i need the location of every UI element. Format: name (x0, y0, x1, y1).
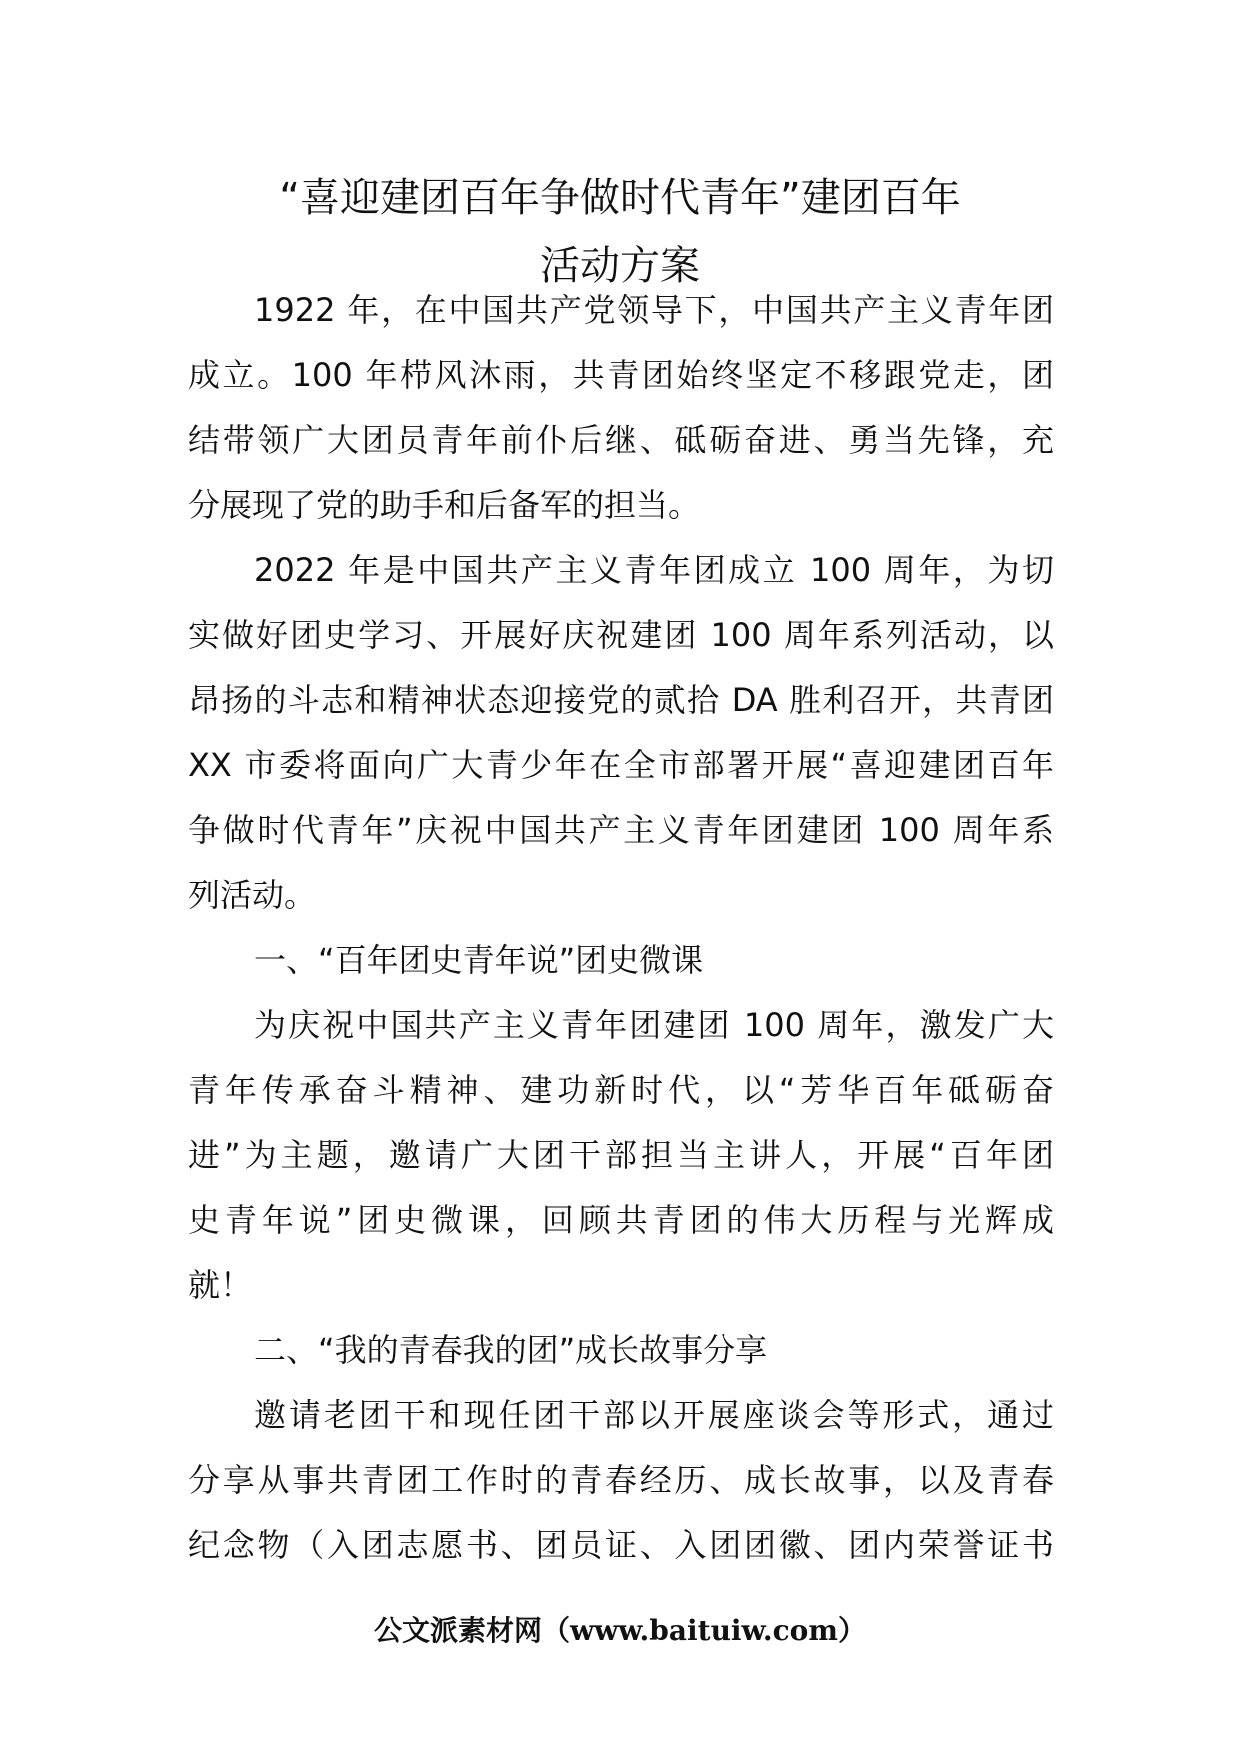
body-line: 为庆祝中国共产主义青年团建团 100 周年，激发广大 (254, 1006, 1054, 1044)
body-line: 纪念物（入团志愿书、团员证、入团团徽、团内荣誉证书 (188, 1526, 1054, 1564)
body-line: 邀请老团干和现任团干部以开展座谈会等形式，通过 (254, 1396, 1054, 1434)
body-line: 争做时代青年”庆祝中国共产主义青年团建团 100 周年系 (188, 811, 1054, 849)
body-line: 就！ (188, 1266, 253, 1304)
document-title-line-1: “喜迎建团百年争做时代青年”建团百年 (279, 175, 961, 221)
section-heading-1: 一、“百年团史青年说”团史微课 (254, 941, 704, 979)
body-line: 史青年说”团史微课，回顾共青团的伟大历程与光辉成 (188, 1201, 1054, 1239)
body-line: 成立。100 年栉风沐雨，共青团始终坚定不移跟党走，团 (188, 356, 1054, 394)
section-heading-2: 二、“我的青春我的团”成长故事分享 (254, 1331, 768, 1369)
body-line: 2022 年是中国共产主义青年团成立 100 周年，为切 (254, 551, 1054, 589)
body-line: XX 市委将面向广大青少年在全市部署开展“喜迎建团百年 (188, 746, 1054, 784)
body-line: 青年传承奋斗精神、建功新时代，以“芳华百年砥砺奋 (188, 1071, 1054, 1109)
body-line: 进”为主题，邀请广大团干部担当主讲人，开展“百年团 (188, 1136, 1054, 1174)
body-line: 列活动。 (188, 876, 317, 914)
document-body (188, 278, 1054, 1578)
body-line: 分展现了党的助手和后备军的担当。 (188, 486, 701, 524)
body-line: 结带领广大团员青年前仆后继、砥砺奋进、勇当先锋，充 (188, 421, 1054, 459)
body-line: 昂扬的斗志和精神状态迎接党的贰拾 DA 胜利召开，共青团 (188, 681, 1054, 719)
document-title-line-2: 活动方案 (540, 243, 700, 289)
body-line: 1922 年，在中国共产党领导下，中国共产主义青年团 (254, 291, 1054, 329)
footer-watermark: 公文派素材网（www.baituiw.com） (374, 1614, 866, 1647)
body-line: 分享从事共青团工作时的青春经历、成长故事，以及青春 (188, 1461, 1054, 1499)
body-line: 实做好团史学习、开展好庆祝建团 100 周年系列活动，以 (188, 616, 1054, 654)
